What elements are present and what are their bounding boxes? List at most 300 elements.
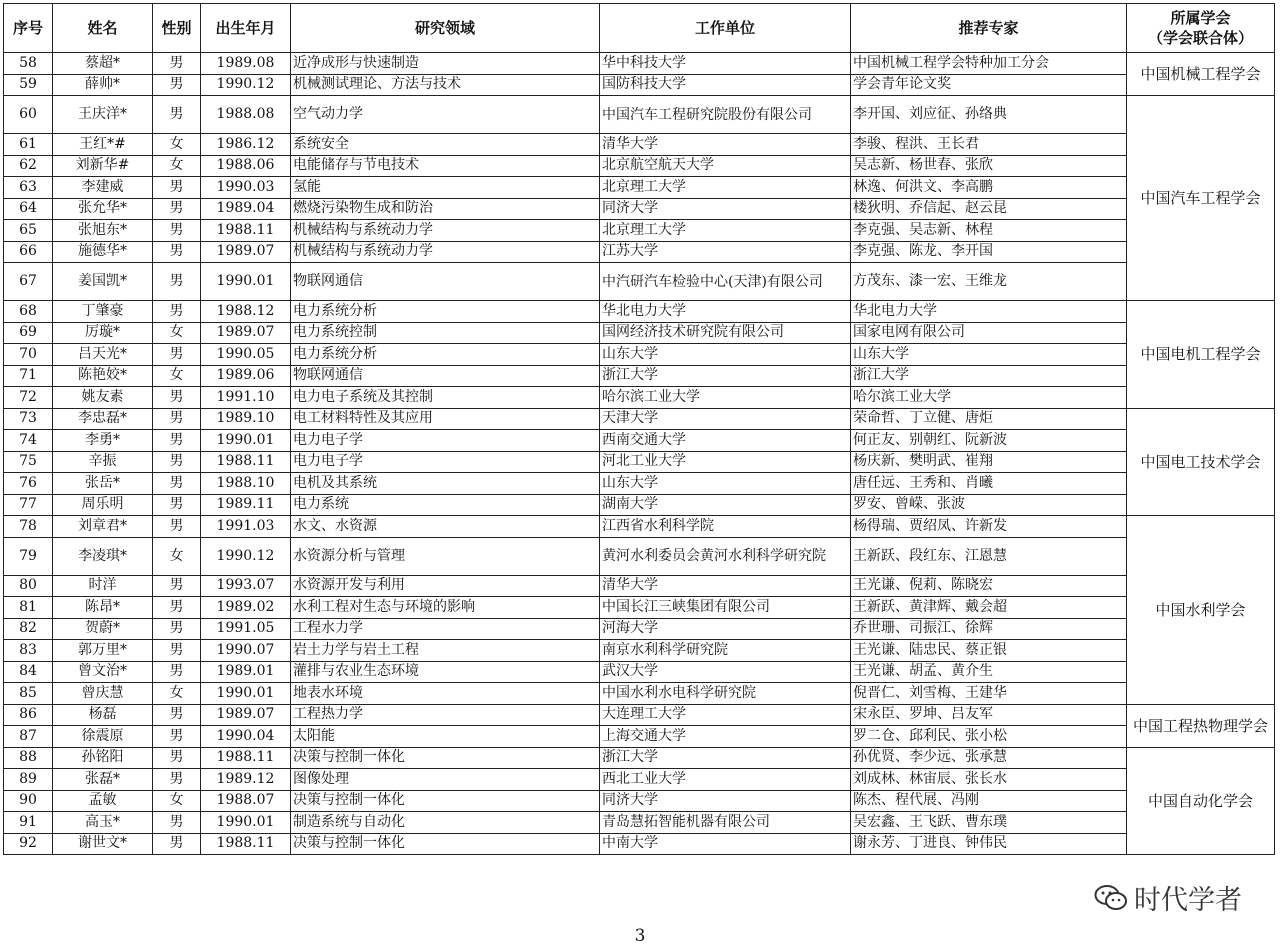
cell-name: 张岳*	[53, 473, 153, 495]
cell-name: 吕天光*	[53, 344, 153, 366]
cell-field: 电能储存与节电技术	[291, 155, 600, 177]
cell-gender: 女	[153, 365, 201, 387]
society-cell: 中国自动化学会	[1127, 747, 1275, 855]
cell-name: 周乐明	[53, 494, 153, 516]
cell-experts: 李克强、吴志新、林程	[851, 220, 1127, 242]
cell-birth: 1989.06	[201, 365, 291, 387]
header-index: 序号	[4, 4, 53, 53]
cell-name: 李凌琪*	[53, 537, 153, 575]
cell-experts: 罗安、曾嵘、张波	[851, 494, 1127, 516]
cell-gender: 男	[153, 494, 201, 516]
cell-index: 71	[4, 365, 53, 387]
table-row	[4, 790, 1275, 812]
cell-gender: 男	[153, 430, 201, 452]
table-row	[4, 301, 1275, 323]
cell-index: 72	[4, 387, 53, 409]
cell-gender: 男	[153, 747, 201, 769]
cell-field: 图像处理	[291, 769, 600, 791]
cell-field: 电力系统控制	[291, 322, 600, 344]
cell-gender: 男	[153, 769, 201, 791]
cell-name: 李忠磊*	[53, 408, 153, 430]
society-cell: 中国电工技术学会	[1127, 408, 1275, 516]
cell-name: 张旭东*	[53, 220, 153, 242]
cell-employer: 北京理工大学	[600, 220, 851, 242]
cell-name: 曾文治*	[53, 661, 153, 683]
cell-field: 水利工程对生态与环境的影响	[291, 597, 600, 619]
table-row	[4, 726, 1275, 748]
cell-birth: 1988.07	[201, 790, 291, 812]
cell-gender: 男	[153, 53, 201, 75]
cell-index: 85	[4, 683, 53, 705]
cell-experts: 楼狄明、乔信起、赵云昆	[851, 198, 1127, 220]
table-row	[4, 177, 1275, 199]
cell-employer: 河海大学	[600, 618, 851, 640]
cell-birth: 1993.07	[201, 575, 291, 597]
header-society: 所属学会 （学会联合体）	[1127, 4, 1275, 53]
cell-name: 杨磊	[53, 704, 153, 726]
cell-field: 岩土力学与岩土工程	[291, 640, 600, 662]
cell-experts: 学会青年论文奖	[851, 74, 1127, 96]
cell-field: 工程水力学	[291, 618, 600, 640]
cell-index: 73	[4, 408, 53, 430]
cell-experts: 王光谦、胡孟、黄介生	[851, 661, 1127, 683]
table-row	[4, 769, 1275, 791]
cell-name: 孟敏	[53, 790, 153, 812]
cell-birth: 1989.08	[201, 53, 291, 75]
cell-experts: 中国机械工程学会特种加工分会	[851, 53, 1127, 75]
cell-field: 系统安全	[291, 134, 600, 156]
cell-gender: 男	[153, 177, 201, 199]
cell-field: 电力电子学	[291, 430, 600, 452]
cell-field: 机械测试理论、方法与技术	[291, 74, 600, 96]
cell-employer: 大连理工大学	[600, 704, 851, 726]
cell-gender: 男	[153, 74, 201, 96]
cell-field: 水资源分析与管理	[291, 537, 600, 575]
cell-field: 电力系统分析	[291, 301, 600, 323]
cell-field: 电力电子系统及其控制	[291, 387, 600, 409]
table-row	[4, 220, 1275, 242]
cell-field: 水文、水资源	[291, 516, 600, 538]
cell-index: 68	[4, 301, 53, 323]
cell-name: 刘章君*	[53, 516, 153, 538]
cell-name: 厉璇*	[53, 322, 153, 344]
table-row	[4, 430, 1275, 452]
cell-name: 李建威	[53, 177, 153, 199]
cell-field: 水资源开发与利用	[291, 575, 600, 597]
cell-name: 谢世文*	[53, 833, 153, 855]
table-row	[4, 53, 1275, 75]
cell-birth: 1991.10	[201, 387, 291, 409]
cell-birth: 1989.04	[201, 198, 291, 220]
cell-experts: 国家电网有限公司	[851, 322, 1127, 344]
table-row	[4, 704, 1275, 726]
cell-gender: 女	[153, 790, 201, 812]
table-body	[4, 53, 1275, 855]
cell-name: 蔡超*	[53, 53, 153, 75]
cell-birth: 1989.11	[201, 494, 291, 516]
cell-employer: 北京航空航天大学	[600, 155, 851, 177]
cell-index: 58	[4, 53, 53, 75]
cell-birth: 1990.04	[201, 726, 291, 748]
cell-index: 74	[4, 430, 53, 452]
cell-employer: 上海交通大学	[600, 726, 851, 748]
cell-birth: 1990.07	[201, 640, 291, 662]
cell-experts: 刘成林、林宙辰、张长水	[851, 769, 1127, 791]
cell-gender: 男	[153, 387, 201, 409]
cell-employer: 华中科技大学	[600, 53, 851, 75]
cell-gender: 男	[153, 640, 201, 662]
cell-field: 机械结构与系统动力学	[291, 220, 600, 242]
table-row	[4, 812, 1275, 834]
cell-birth: 1990.12	[201, 74, 291, 96]
cell-employer: 中汽研汽车检验中心(天津)有限公司	[600, 263, 851, 301]
cell-index: 59	[4, 74, 53, 96]
table-row	[4, 494, 1275, 516]
table-row	[4, 263, 1275, 301]
cell-experts: 乔世珊、司振江、徐辉	[851, 618, 1127, 640]
cell-employer: 河北工业大学	[600, 451, 851, 473]
cell-experts: 山东大学	[851, 344, 1127, 366]
cell-index: 84	[4, 661, 53, 683]
cell-employer: 天津大学	[600, 408, 851, 430]
cell-index: 88	[4, 747, 53, 769]
cell-field: 电机及其系统	[291, 473, 600, 495]
table-row	[4, 155, 1275, 177]
cell-index: 76	[4, 473, 53, 495]
cell-employer: 中南大学	[600, 833, 851, 855]
cell-birth: 1989.07	[201, 322, 291, 344]
cell-birth: 1989.07	[201, 241, 291, 263]
cell-employer: 西北工业大学	[600, 769, 851, 791]
cell-name: 陈昂*	[53, 597, 153, 619]
table-row	[4, 640, 1275, 662]
cell-index: 79	[4, 537, 53, 575]
cell-index: 62	[4, 155, 53, 177]
cell-name: 陈艳姣*	[53, 365, 153, 387]
cell-name: 李勇*	[53, 430, 153, 452]
cell-name: 贺蔚*	[53, 618, 153, 640]
table-row	[4, 575, 1275, 597]
cell-gender: 男	[153, 96, 201, 134]
cell-gender: 男	[153, 597, 201, 619]
cell-index: 86	[4, 704, 53, 726]
cell-index: 90	[4, 790, 53, 812]
cell-gender: 男	[153, 726, 201, 748]
cell-name: 张磊*	[53, 769, 153, 791]
cell-name: 刘新华#	[53, 155, 153, 177]
cell-index: 60	[4, 96, 53, 134]
header-row	[4, 4, 1275, 53]
cell-employer: 同济大学	[600, 790, 851, 812]
cell-field: 电工材料特性及其应用	[291, 408, 600, 430]
cell-employer: 山东大学	[600, 473, 851, 495]
cell-experts: 荣命哲、丁立健、唐炬	[851, 408, 1127, 430]
cell-field: 电力系统分析	[291, 344, 600, 366]
cell-index: 78	[4, 516, 53, 538]
cell-employer: 山东大学	[600, 344, 851, 366]
table-row	[4, 344, 1275, 366]
table-row	[4, 661, 1275, 683]
cell-experts: 李克强、陈龙、李开国	[851, 241, 1127, 263]
cell-field: 制造系统与自动化	[291, 812, 600, 834]
cell-birth: 1989.12	[201, 769, 291, 791]
cell-index: 77	[4, 494, 53, 516]
cell-index: 65	[4, 220, 53, 242]
cell-experts: 陈杰、程代展、冯刚	[851, 790, 1127, 812]
recommendation-table-sheet	[3, 3, 1275, 855]
table-row	[4, 618, 1275, 640]
cell-gender: 男	[153, 301, 201, 323]
cell-employer: 湖南大学	[600, 494, 851, 516]
cell-index: 91	[4, 812, 53, 834]
table-row	[4, 322, 1275, 344]
society-cell: 中国汽车工程学会	[1127, 96, 1275, 301]
cell-gender: 男	[153, 618, 201, 640]
wechat-watermark	[1094, 878, 1242, 917]
cell-field: 电力电子学	[291, 451, 600, 473]
cell-index: 82	[4, 618, 53, 640]
cell-index: 66	[4, 241, 53, 263]
candidate-table	[3, 3, 1275, 855]
cell-index: 64	[4, 198, 53, 220]
cell-experts: 李骏、程洪、王长君	[851, 134, 1127, 156]
table-row	[4, 537, 1275, 575]
cell-birth: 1990.05	[201, 344, 291, 366]
cell-employer: 青岛慧拓智能机器有限公司	[600, 812, 851, 834]
cell-gender: 女	[153, 537, 201, 575]
cell-experts: 林逸、何洪文、李高鹏	[851, 177, 1127, 199]
cell-experts: 杨庆新、樊明武、崔翔	[851, 451, 1127, 473]
table-row	[4, 516, 1275, 538]
table-row	[4, 387, 1275, 409]
cell-name: 张允华*	[53, 198, 153, 220]
header-field: 研究领域	[291, 4, 600, 53]
cell-experts: 罗二仓、邱利民、张小松	[851, 726, 1127, 748]
cell-gender: 男	[153, 473, 201, 495]
cell-experts: 唐任远、王秀和、肖曦	[851, 473, 1127, 495]
cell-birth: 1990.01	[201, 683, 291, 705]
society-cell: 中国水利学会	[1127, 516, 1275, 705]
cell-name: 曾庆慧	[53, 683, 153, 705]
cell-employer: 北京理工大学	[600, 177, 851, 199]
table-row	[4, 365, 1275, 387]
cell-employer: 中国水利水电科学研究院	[600, 683, 851, 705]
cell-index: 80	[4, 575, 53, 597]
cell-employer: 清华大学	[600, 134, 851, 156]
cell-gender: 男	[153, 198, 201, 220]
cell-employer: 江西省水利科学院	[600, 516, 851, 538]
cell-experts: 杨得瑞、贾绍凤、许新发	[851, 516, 1127, 538]
cell-index: 75	[4, 451, 53, 473]
cell-birth: 1990.01	[201, 430, 291, 452]
header-name: 姓名	[53, 4, 153, 53]
cell-employer: 同济大学	[600, 198, 851, 220]
table-row	[4, 747, 1275, 769]
cell-name: 郭万里*	[53, 640, 153, 662]
table-row	[4, 833, 1275, 855]
cell-gender: 女	[153, 155, 201, 177]
cell-employer: 浙江大学	[600, 365, 851, 387]
cell-field: 燃烧污染物生成和防治	[291, 198, 600, 220]
cell-employer: 华北电力大学	[600, 301, 851, 323]
cell-employer: 清华大学	[600, 575, 851, 597]
cell-index: 63	[4, 177, 53, 199]
cell-experts: 王光谦、倪莉、陈晓宏	[851, 575, 1127, 597]
cell-birth: 1989.02	[201, 597, 291, 619]
cell-employer: 西南交通大学	[600, 430, 851, 452]
cell-gender: 女	[153, 322, 201, 344]
wechat-icon	[1094, 884, 1128, 912]
cell-gender: 男	[153, 575, 201, 597]
cell-name: 王红*#	[53, 134, 153, 156]
cell-index: 83	[4, 640, 53, 662]
cell-gender: 男	[153, 833, 201, 855]
cell-index: 70	[4, 344, 53, 366]
cell-birth: 1991.05	[201, 618, 291, 640]
cell-name: 辛振	[53, 451, 153, 473]
cell-name: 姚友素	[53, 387, 153, 409]
table-row	[4, 241, 1275, 263]
cell-birth: 1990.01	[201, 263, 291, 301]
cell-index: 67	[4, 263, 53, 301]
cell-gender: 男	[153, 704, 201, 726]
cell-experts: 宋永臣、罗坤、吕友军	[851, 704, 1127, 726]
cell-field: 灌排与农业生态环境	[291, 661, 600, 683]
cell-field: 地表水环境	[291, 683, 600, 705]
table-row	[4, 198, 1275, 220]
cell-experts: 王光谦、陆忠民、蔡正银	[851, 640, 1127, 662]
cell-index: 81	[4, 597, 53, 619]
cell-name: 王庆洋*	[53, 96, 153, 134]
cell-experts: 吴宏鑫、王飞跃、曹东璞	[851, 812, 1127, 834]
cell-employer: 中国汽车工程研究院股份有限公司	[600, 96, 851, 134]
cell-employer: 江苏大学	[600, 241, 851, 263]
header-gender: 性别	[153, 4, 201, 53]
cell-birth: 1988.11	[201, 451, 291, 473]
cell-experts: 吴志新、杨世春、张欣	[851, 155, 1127, 177]
cell-index: 89	[4, 769, 53, 791]
cell-birth: 1989.10	[201, 408, 291, 430]
cell-employer: 中国长江三峡集团有限公司	[600, 597, 851, 619]
cell-gender: 男	[153, 661, 201, 683]
cell-birth: 1988.11	[201, 220, 291, 242]
cell-birth: 1990.12	[201, 537, 291, 575]
cell-field: 空气动力学	[291, 96, 600, 134]
cell-name: 徐震原	[53, 726, 153, 748]
cell-name: 时洋	[53, 575, 153, 597]
cell-field: 近净成形与快速制造	[291, 53, 600, 75]
cell-name: 薛帅*	[53, 74, 153, 96]
table-row	[4, 96, 1275, 134]
cell-name: 姜国凯*	[53, 263, 153, 301]
cell-index: 92	[4, 833, 53, 855]
cell-index: 87	[4, 726, 53, 748]
cell-experts: 倪晋仁、刘雪梅、王建华	[851, 683, 1127, 705]
cell-field: 工程热力学	[291, 704, 600, 726]
cell-gender: 男	[153, 220, 201, 242]
cell-name: 孙铭阳	[53, 747, 153, 769]
table-row	[4, 683, 1275, 705]
cell-experts: 王新跃、段红东、江恩慧	[851, 537, 1127, 575]
cell-name: 施德华*	[53, 241, 153, 263]
cell-experts: 王新跃、黄津辉、戴会超	[851, 597, 1127, 619]
cell-birth: 1986.12	[201, 134, 291, 156]
cell-experts: 哈尔滨工业大学	[851, 387, 1127, 409]
cell-index: 61	[4, 134, 53, 156]
cell-gender: 男	[153, 812, 201, 834]
watermark-text: 时代学者	[1134, 885, 1242, 916]
cell-name: 丁肇豪	[53, 301, 153, 323]
cell-field: 氢能	[291, 177, 600, 199]
cell-birth: 1990.01	[201, 812, 291, 834]
header-employer: 工作单位	[600, 4, 851, 53]
society-cell: 中国机械工程学会	[1127, 53, 1275, 96]
cell-field: 机械结构与系统动力学	[291, 241, 600, 263]
cell-name: 高玉*	[53, 812, 153, 834]
table-row	[4, 597, 1275, 619]
table-row	[4, 451, 1275, 473]
cell-employer: 国防科技大学	[600, 74, 851, 96]
cell-birth: 1988.10	[201, 473, 291, 495]
cell-gender: 男	[153, 408, 201, 430]
cell-field: 物联网通信	[291, 365, 600, 387]
cell-gender: 女	[153, 134, 201, 156]
cell-birth: 1989.01	[201, 661, 291, 683]
society-cell: 中国电机工程学会	[1127, 301, 1275, 409]
cell-employer: 浙江大学	[600, 747, 851, 769]
page-number: 3	[634, 926, 646, 946]
cell-gender: 男	[153, 451, 201, 473]
cell-experts: 何正友、别朝红、阮新波	[851, 430, 1127, 452]
header-birth: 出生年月	[201, 4, 291, 53]
table-row	[4, 74, 1275, 96]
cell-employer: 哈尔滨工业大学	[600, 387, 851, 409]
cell-field: 物联网通信	[291, 263, 600, 301]
cell-field: 太阳能	[291, 726, 600, 748]
cell-birth: 1988.12	[201, 301, 291, 323]
cell-gender: 男	[153, 344, 201, 366]
table-row	[4, 473, 1275, 495]
cell-birth: 1988.08	[201, 96, 291, 134]
cell-field: 决策与控制一体化	[291, 790, 600, 812]
cell-birth: 1988.06	[201, 155, 291, 177]
header-experts: 推荐专家	[851, 4, 1127, 53]
cell-field: 电力系统	[291, 494, 600, 516]
cell-field: 决策与控制一体化	[291, 747, 600, 769]
cell-experts: 浙江大学	[851, 365, 1127, 387]
cell-employer: 国网经济技术研究院有限公司	[600, 322, 851, 344]
cell-birth: 1989.07	[201, 704, 291, 726]
cell-index: 69	[4, 322, 53, 344]
cell-birth: 1988.11	[201, 833, 291, 855]
cell-employer: 南京水利科学研究院	[600, 640, 851, 662]
cell-gender: 男	[153, 241, 201, 263]
cell-experts: 方茂东、漆一宏、王维龙	[851, 263, 1127, 301]
cell-experts: 谢永芳、丁进良、钟伟民	[851, 833, 1127, 855]
table-row	[4, 408, 1275, 430]
cell-experts: 李开国、刘应征、孙络典	[851, 96, 1127, 134]
cell-experts: 孙优贤、李少远、张承慧	[851, 747, 1127, 769]
cell-birth: 1988.11	[201, 747, 291, 769]
cell-employer: 武汉大学	[600, 661, 851, 683]
cell-birth: 1990.03	[201, 177, 291, 199]
cell-gender: 男	[153, 516, 201, 538]
cell-field: 决策与控制一体化	[291, 833, 600, 855]
cell-employer: 黄河水利委员会黄河水利科学研究院	[600, 537, 851, 575]
cell-birth: 1991.03	[201, 516, 291, 538]
cell-gender: 女	[153, 683, 201, 705]
table-row	[4, 134, 1275, 156]
